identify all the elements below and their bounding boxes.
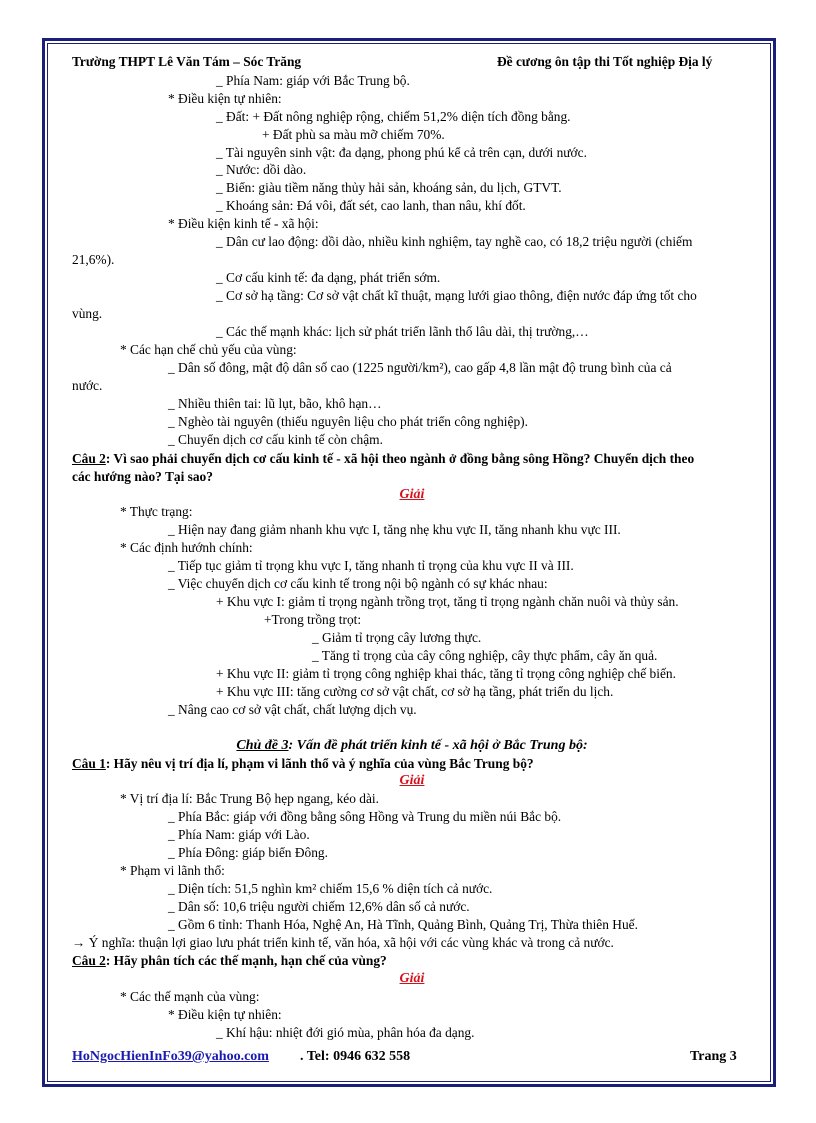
- answer-heading: Giải: [399, 487, 425, 502]
- question-label: Câu 2: [72, 953, 106, 968]
- text-line: _ Nghèo tài nguyên (thiếu nguyên liệu cho phát triển công nghiệp).: [168, 414, 528, 429]
- text-line: _ Hiện nay đang giảm nhanh khu vực I, tăng nhẹ khu vực II, tăng nhanh khu vực III.: [168, 522, 621, 537]
- text-line: + Khu vực I: giảm tỉ trọng ngành trồng trọt, tăng tỉ trọng ngành chăn nuôi và thủy sản.: [216, 594, 679, 609]
- question-label: Câu 2: [72, 451, 106, 466]
- text-line: * Điều kiện kinh tế - xã hội:: [168, 216, 319, 231]
- footer-tel: . Tel: 0946 632 558: [300, 1049, 411, 1064]
- text-line: _ Dân số: 10,6 triệu người chiếm 12,6% dân số cả nước.: [168, 899, 470, 914]
- text-line: _ Dân cư lao động: dồi dào, nhiều kinh nghiệm, tay nghề cao, có 18,2 triệu người (chiếm: [216, 234, 693, 249]
- text-line: 21,6%).: [72, 252, 115, 267]
- footer-email-link[interactable]: HoNgocHienInFo39@yahoo.com: [72, 1049, 269, 1064]
- question-1b: [72, 755, 534, 773]
- text-line: _ Phía Bắc: giáp với đồng bằng sông Hồng và Trung du miền núi Bắc bộ.: [168, 809, 562, 824]
- text-line: _ Phía Nam: giáp với Bắc Trung bộ.: [216, 73, 410, 88]
- text-line: _ Các thế mạnh khác: lịch sử phát triển lãnh thổ lâu dài, thị trường,…: [216, 324, 589, 339]
- text-line: _ Khí hậu: nhiệt đới gió mùa, phân hóa đa dạng.: [216, 1025, 475, 1040]
- question-2-cont: các hướng nào? Tại sao?: [72, 469, 213, 484]
- text-line: + Khu vực II: giảm tỉ trọng công nghiệp khai thác, tăng tỉ trọng công nghiệp chế biến.: [216, 666, 676, 681]
- question-text: : Vì sao phải chuyển dịch cơ cấu kinh tế - xã hội theo ngành ở đồng bằng sông Hồng? Chuyển dịch theo: [105, 451, 695, 466]
- text-line: _ Tăng tỉ trọng của cây công nghiệp, cây thực phẩm, cây ăn quả.: [312, 648, 658, 663]
- text-line: + Khu vực III: tăng cường cơ sở vật chất, cơ sở hạ tầng, phát triển du lịch.: [216, 684, 614, 699]
- header-title: Đề cương ôn tập thi Tốt nghiệp Địa lý: [497, 54, 713, 69]
- question-text: : Hãy nêu vị trí địa lí, phạm vi lãnh thổ và ý nghĩa của vùng Bắc Trung bộ?: [105, 756, 534, 771]
- question-text: : Hãy phân tích các thế mạnh, hạn chế của vùng?: [105, 953, 387, 968]
- text-line: _ Chuyển dịch cơ cấu kinh tế còn chậm.: [168, 432, 383, 447]
- text-line: _ Giảm tỉ trọng cây lương thực.: [312, 630, 482, 645]
- text-line: _ Phía Đông: giáp biển Đông.: [168, 845, 328, 860]
- text-line: _ Cơ sở hạ tầng: Cơ sở vật chất kĩ thuật, mạng lưới giao thông, điện nước đáp ứng tốt cho: [216, 288, 697, 303]
- text-line: _ Cơ cấu kinh tế: đa dạng, phát triển sớm.: [216, 270, 441, 285]
- text-line: _ Gồm 6 tỉnh: Thanh Hóa, Nghệ An, Hà Tĩnh, Quảng Bình, Quảng Trị, Thừa thiên Huế.: [168, 917, 638, 932]
- text-line: + Đất phù sa màu mỡ chiếm 70%.: [262, 127, 445, 142]
- text-line: _ Nhiều thiên tai: lũ lụt, bão, khô hạn…: [168, 396, 382, 411]
- question-label: Câu 1: [72, 756, 106, 771]
- text-line: * Các hạn chế chủ yếu của vùng:: [120, 342, 297, 357]
- text-line: * Thực trạng:: [120, 504, 193, 519]
- text-line: nước.: [72, 378, 103, 393]
- topic-label: Chủ đề 3: [236, 738, 289, 753]
- text-line: _ Nâng cao cơ sở vật chất, chất lượng dịch vụ.: [168, 702, 417, 717]
- text-line: _ Diện tích: 51,5 nghìn km² chiếm 15,6 % diện tích cả nước.: [168, 881, 493, 896]
- text-line: _ Biển: giàu tiềm năng thủy hải sản, khoáng sản, du lịch, GTVT.: [216, 180, 562, 195]
- question-2b: [72, 952, 387, 970]
- page-content: [72, 50, 752, 1050]
- text-line: * Các định hướnh chính:: [120, 540, 253, 555]
- topic-text: : Vấn đề phát triển kinh tế - xã hội ở Bắc Trung bộ:: [288, 738, 588, 753]
- question-2: [72, 450, 694, 468]
- topic-heading: [72, 737, 752, 755]
- header-school: Trường THPT Lê Văn Tám – Sóc Trăng: [72, 54, 302, 69]
- text-line: vùng.: [72, 306, 103, 321]
- text-line: * Vị trí địa lí: Bắc Trung Bộ hẹp ngang, kéo dài.: [120, 791, 379, 806]
- text-line: _ Nước: dồi dào.: [216, 162, 307, 177]
- text-line: * Điều kiện tự nhiên:: [168, 1007, 282, 1022]
- text-line: * Các thế mạnh của vùng:: [120, 989, 260, 1004]
- answer-heading: Giải: [399, 971, 425, 986]
- meaning-line: → Ý nghĩa: thuận lợi giao lưu phát triển kinh tế, văn hóa, xã hội với các vùng khác và trong cả nước.: [72, 935, 614, 950]
- text-line: +Trong trồng trọt:: [264, 612, 362, 627]
- page-number: Trang 3: [690, 1049, 737, 1064]
- text-line: _ Đất: + Đất nông nghiệp rộng, chiếm 51,2% diện tích đồng bằng.: [216, 109, 571, 124]
- text-line: _ Tài nguyên sinh vật: đa dạng, phong phú kể cả trên cạn, dưới nước.: [216, 145, 587, 160]
- text-line: _ Việc chuyển dịch cơ cấu kinh tế trong nội bộ ngành có sự khác nhau:: [168, 576, 548, 591]
- arrow-right-icon: →: [72, 935, 89, 950]
- text-line: * Phạm vi lãnh thổ:: [120, 863, 225, 878]
- text-line: _ Khoáng sản: Đá vôi, đất sét, cao lanh, than nâu, khí đốt.: [216, 198, 526, 213]
- text-line: _ Tiếp tục giảm tỉ trọng khu vực I, tăng nhanh tỉ trọng của khu vực II và III.: [168, 558, 574, 573]
- text-line: _ Phía Nam: giáp với Lào.: [168, 827, 310, 842]
- text-line: _ Dân số đông, mật độ dân số cao (1225 người/km²), cao gấp 4,8 lần mật độ trung bình của cả: [168, 360, 672, 375]
- text-line: * Điều kiện tự nhiên:: [168, 91, 282, 106]
- answer-heading: Giải: [399, 773, 425, 788]
